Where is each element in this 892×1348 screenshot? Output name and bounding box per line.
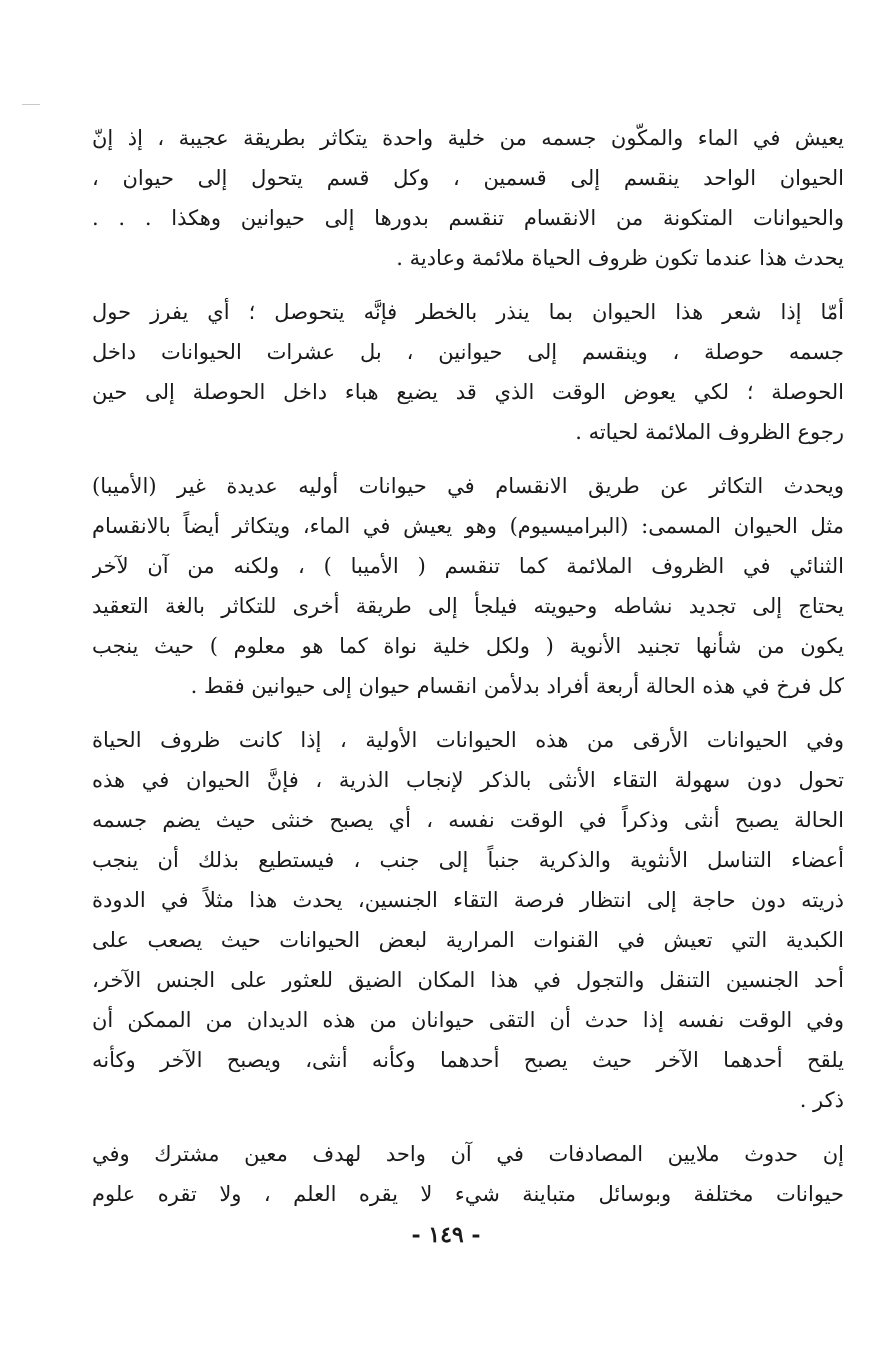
text-line: أحد الجنسين التنقل والتجول في هذا المكان الضيق للعثور على الجنس الآخر،	[92, 968, 844, 992]
text-line: الحوصلة ؛ لكي يعوض الوقت الذي قد يضيع هباء داخل الحوصلة إلى حين	[92, 380, 844, 404]
paragraph-5	[92, 1134, 844, 1214]
text-line: رجوع الظروف الملائمة لحياته .	[575, 420, 844, 444]
text-line: ويحدث التكاثر عن طريق الانقسام في حيوانات أوليه عديدة غير (الأميبا)	[92, 474, 844, 498]
page-body	[92, 118, 844, 1228]
text-line: يحدث هذا عندما تكون ظروف الحياة ملائمة وعادية .	[396, 246, 844, 270]
paragraph-1	[92, 118, 844, 278]
text-line: يلقح أحدهما الآخر حيث يصبح أحدهما وكأنه أنثى، ويصبح الآخر وكأنه	[92, 1048, 844, 1072]
text-line: وفي الحيوانات الأرقى من هذه الحيوانات الأولية ، إذا كانت ظروف الحياة	[92, 728, 844, 752]
text-line: ذريته دون حاجة إلى انتظار فرصة التقاء الجنسين، يحدث هذا مثلاً في الدودة	[92, 888, 844, 912]
paragraph-4	[92, 720, 844, 1120]
text-line: مثل الحيوان المسمى: (البراميسيوم) وهو يعيش في الماء، ويتكاثر أيضاً بالانقسام	[92, 514, 844, 538]
text-line: تحول دون سهولة التقاء الأنثى بالذكر لإنجاب الذرية ، فإنَّ الحيوان في هذه	[92, 768, 844, 792]
text-line: كل فرخ في هذه الحالة أربعة أفراد بدلأمن انقسام حيوان إلى حيوانين فقط .	[190, 674, 844, 698]
text-line: الكبدية التي تعيش في القنوات المرارية لبعض الحيوانات حيث يصعب على	[92, 928, 844, 952]
text-line: حيوانات مختلفة وبوسائل متباينة شيء لا يقره العلم ، ولا تقره علوم	[92, 1182, 844, 1206]
text-line: والحيوانات المتكونة من الانقسام تنقسم بدورها إلى حيوانين وهكذا . . .	[92, 206, 844, 230]
scan-mark	[22, 104, 40, 105]
text-line: جسمه حوصلة ، وينقسم إلى حيوانين ، بل عشرات الحيوانات داخل	[92, 340, 844, 364]
text-line: وفي الوقت نفسه إذا حدث أن التقى حيوانان من هذه الديدان من الممكن أن	[92, 1008, 844, 1032]
text-line: الحالة يصبح أنثى وذكراً في الوقت نفسه ، أي يصبح خنثى حيث يضم جسمه	[92, 808, 844, 832]
text-line: الحيوان الواحد ينقسم إلى قسمين ، وكل قسم يتحول إلى حيوان ،	[92, 166, 844, 190]
page-number: - ١٤٩ -	[411, 1222, 481, 1248]
paragraph-2	[92, 292, 844, 452]
text-line: ذكر .	[799, 1088, 844, 1112]
text-line: إن حدوث ملايين المصادفات في آن واحد لهدف معين مشترك وفي	[92, 1142, 844, 1166]
text-line: أعضاء التناسل الأنثوية والذكرية جنباً إلى جنب ، فيستطيع بذلك أن ينجب	[92, 848, 844, 872]
text-line: يعيش في الماء والمكّون جسمه من خلية واحدة يتكاثر بطريقة عجيبة ، إذ إنّ	[92, 126, 844, 150]
text-line: يحتاج إلى تجديد نشاطه وحيويته فيلجأ إلى طريقة أخرى للتكاثر بالغة التعقيد	[92, 594, 844, 618]
text-line: يكون من شأنها تجنيد الأنوية ( ولكل خلية نواة كما هو معلوم ) حيث ينجب	[92, 634, 844, 658]
text-line: الثنائي في الظروف الملائمة كما تنقسم ( الأميبا ) ، ولكنه من آن لآخر	[92, 554, 844, 578]
paragraph-3	[92, 466, 844, 706]
text-line: أمّا إذا شعر هذا الحيوان بما ينذر بالخطر فإنَّه يتحوصل ؛ أي يفرز حول	[92, 300, 844, 324]
